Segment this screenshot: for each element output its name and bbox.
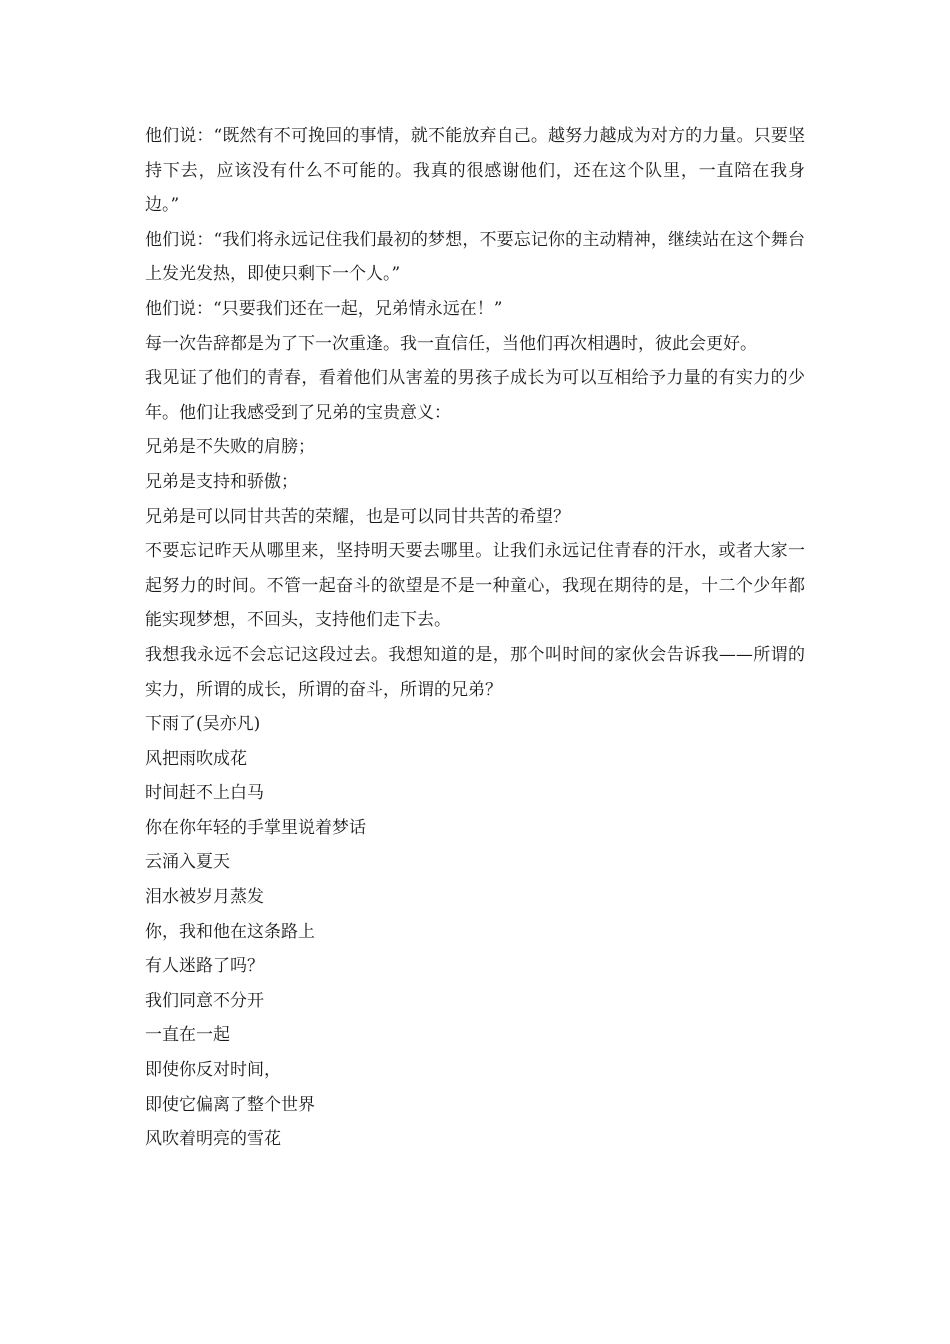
poem-line: 一直在一起 xyxy=(145,1025,230,1046)
poem-line: 你在你年轻的手掌里说着梦话 xyxy=(145,817,366,838)
paragraph: 兄弟是可以同甘共苦的荣耀，也是可以同甘共苦的希望？ xyxy=(145,506,570,527)
document-body xyxy=(145,119,805,1157)
poem-line: 云涌入夏天 xyxy=(145,852,230,873)
poem-title: 下雨了(吴亦凡) xyxy=(145,714,261,735)
paragraph: 我想我永远不会忘记这段过去。我想知道的是，那个叫时间的家伙会告诉我——所谓的实力，所谓的成长，所谓的奋斗，所谓的兄弟？ xyxy=(145,644,805,700)
poem-line: 风把雨吹成花 xyxy=(145,748,247,769)
paragraph: 兄弟是不失败的肩膀； xyxy=(145,437,315,458)
paragraph: 每一次告辞都是为了下一次重逢。我一直信任，当他们再次相遇时，彼此会更好。 xyxy=(145,333,757,354)
poem-line: 有人迷路了吗？ xyxy=(145,956,264,977)
poem-line: 我们同意不分开 xyxy=(145,990,264,1011)
poem-line: 风吹着明亮的雪花 xyxy=(145,1129,281,1150)
poem-line: 你，我和他在这条路上 xyxy=(145,921,315,942)
paragraph: 他们说：“既然有不可挽回的事情，就不能放弃自己。越努力越成为对方的力量。只要坚持下去，应该没有什么不可能的。我真的很感谢他们，还在这个队里，一直陪在我身边。” xyxy=(145,126,805,216)
paragraph: 兄弟是支持和骄傲； xyxy=(145,471,298,492)
poem-line: 即使它偏离了整个世界 xyxy=(145,1094,315,1115)
poem-line: 泪水被岁月蒸发 xyxy=(145,887,264,908)
paragraph: 不要忘记昨天从哪里来，坚持明天要去哪里。让我们永远记住青春的汗水，或者大家一起努力的时间。不管一起奋斗的欲望是不是一种童心，我现在期待的是，十二个少年都能实现梦想，不回头，支持他们走下去。 xyxy=(145,541,805,631)
poem xyxy=(145,707,805,1157)
paragraph: 他们说：“我们将永远记住我们最初的梦想，不要忘记你的主动精神，继续站在这个舞台上发光发热，即使只剩下一个人。” xyxy=(145,229,805,285)
poem-line: 时间赶不上白马 xyxy=(145,783,264,804)
paragraph: 他们说：“只要我们还在一起，兄弟情永远在！” xyxy=(145,298,503,319)
poem-line: 即使你反对时间， xyxy=(145,1060,281,1081)
paragraph: 我见证了他们的青春，看着他们从害羞的男孩子成长为可以互相给予力量的有实力的少年。他们让我感受到了兄弟的宝贵意义： xyxy=(145,368,805,423)
